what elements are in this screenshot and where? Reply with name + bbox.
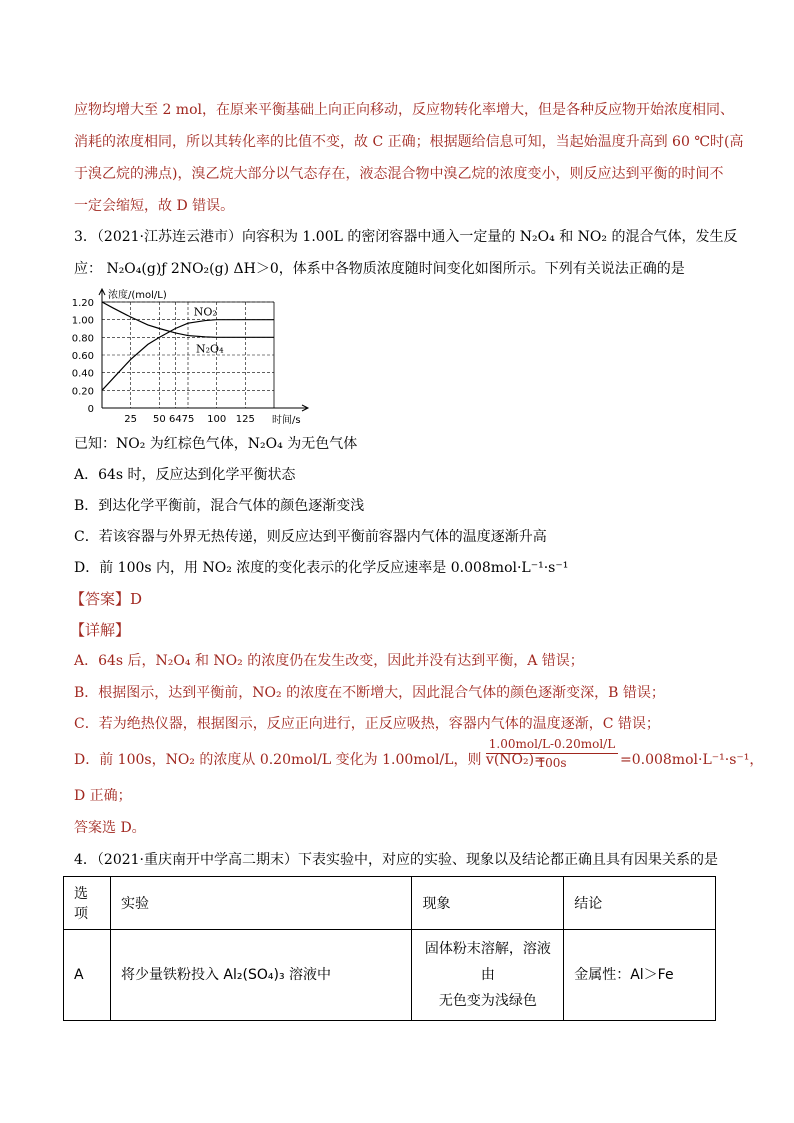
q3-detail-d-suffix: =0.008mol·L⁻¹·s⁻¹， <box>620 752 764 768</box>
q3-option-d: D．前 100s 内，用 NO₂ 浓度的变化表示的化学反应速率是 0.008mol·L⁻¹·s⁻¹ <box>74 560 569 576</box>
q3-stem-line-2: 应： N₂O₄(g)ƒ 2NO₂(g) ΔH＞0，体系中各物质浓度随时间变化如图所示。下列有关说法正确的是 <box>74 261 685 277</box>
y-tick-label: 0 <box>87 404 94 415</box>
y-tick-label: 1.00 <box>71 315 94 327</box>
q3-detail-title: 【详解】 <box>70 621 131 639</box>
row-a-phenomenon <box>412 930 564 1021</box>
table-row <box>64 930 716 1021</box>
x-axis-label: 时间/s <box>272 415 301 426</box>
chart-labels <box>72 288 301 426</box>
row-a-phenomenon-line-2: 无色变为浅绿色 <box>438 993 537 1009</box>
header-conclusion: 结论 <box>564 877 716 930</box>
q3-detail-d-prefix: D．前 100s，NO₂ 的浓度从 0.20mol/L 变化为 1.00mol/L，则 v(NO₂)= <box>74 752 546 768</box>
q3-stem-line-1: 3．（2021·江苏连云港市）向容积为 1.00L 的密闭容器中通入一定量的 N₂O₄ 和 NO₂ 的混合气体，发生反 <box>74 229 738 245</box>
q4-stem: 4．（2021·重庆南开中学高二期末）下表实验中，对应的实验、现象以及结论都正确且具有因果关系的是 <box>74 852 718 868</box>
y-axis-label: 浓度/(mol/L) <box>108 290 167 301</box>
row-a-option: A <box>64 930 111 1021</box>
intro-line-4: 一定会缩短，故 D 错误。 <box>74 198 235 214</box>
fraction-denominator: 100s <box>537 756 567 770</box>
header-experiment: 实验 <box>110 877 411 930</box>
x-tick-label: 64 <box>169 414 182 425</box>
intro-line-1: 应物均增大至 2 mol，在原来平衡基础上向正向移动，反应物转化率增大，但是各种反应物开始浓度相同、 <box>74 102 734 118</box>
chart-grid <box>102 302 274 408</box>
table-header-row <box>64 877 716 930</box>
q3-option-c: C．若该容器与外界无热传递，则反应达到平衡前容器内气体的温度逐渐升高 <box>74 529 547 545</box>
q3-detail-b: B．根据图示，达到平衡前，NO₂ 的浓度在不断增大，因此混合气体的颜色逐渐变深，B 错误； <box>74 685 665 701</box>
q3-detail-a: A．64s 后，N₂O₄ 和 NO₂ 的浓度仍在发生改变，因此并没有达到平衡，A 错误； <box>74 653 584 669</box>
q3-option-b: B．到达化学平衡前，混合气体的颜色逐渐变浅 <box>74 498 365 514</box>
x-tick-label: 50 <box>152 414 166 425</box>
row-a-experiment: 将少量铁粉投入 Al₂(SO₄)₃ 溶液中 <box>110 930 411 1021</box>
y-tick-label: 0.60 <box>71 351 94 362</box>
intro-line-3: 于溴乙烷的沸点)，溴乙烷大部分以气态存在，液态混合物中溴乙烷的浓度变小，则反应达到平衡的时间不 <box>74 166 724 182</box>
row-a-phenomenon-line-1: 固体粉末溶解，溶液由 <box>424 941 551 983</box>
y-tick-label: 0.80 <box>71 333 94 345</box>
x-tick-label: 100 <box>207 414 227 425</box>
series-label-n2o4: N₂O₄ <box>196 342 224 356</box>
row-a-conclusion: 金属性：Al＞Fe <box>564 930 716 1021</box>
fraction-numerator: 1.00mol/L-0.20mol/L <box>488 737 616 751</box>
q3-detail-c: C．若为绝热仪器，根据图示，反应正向进行，正反应吸热，容器内气体的温度逐渐，C 错误； <box>74 716 660 732</box>
intro-line-2: 消耗的浓度相同，所以其转化率的比值不变，故 C 正确；根据题给信息可知，当起始温度升高到 60 ℃时(高 <box>74 134 744 150</box>
header-option: 选项 <box>64 877 111 930</box>
q3-known-info: 已知：NO₂ 为红棕色气体，N₂O₄ 为无色气体 <box>74 436 358 452</box>
fraction-bar <box>486 753 618 754</box>
x-tick-label: 25 <box>124 414 138 425</box>
y-tick-label: 0.20 <box>71 386 94 398</box>
rate-fraction <box>486 736 618 771</box>
y-tick-label: 1.20 <box>71 298 94 309</box>
concentration-time-chart <box>62 288 312 426</box>
experiment-table <box>63 876 716 1021</box>
header-phenomenon: 现象 <box>412 877 564 930</box>
x-tick-label: 125 <box>235 414 255 425</box>
series-label-no2: NO₂ <box>193 305 217 319</box>
q3-conclusion: 答案选 D。 <box>74 820 146 836</box>
q3-answer: 【答案】D <box>70 590 143 608</box>
x-tick-label: 75 <box>181 414 195 425</box>
q3-option-a: A．64s 时，反应达到化学平衡状态 <box>74 467 296 483</box>
q3-detail-d-tail: D 正确； <box>74 788 132 804</box>
y-tick-label: 0.40 <box>71 368 94 380</box>
